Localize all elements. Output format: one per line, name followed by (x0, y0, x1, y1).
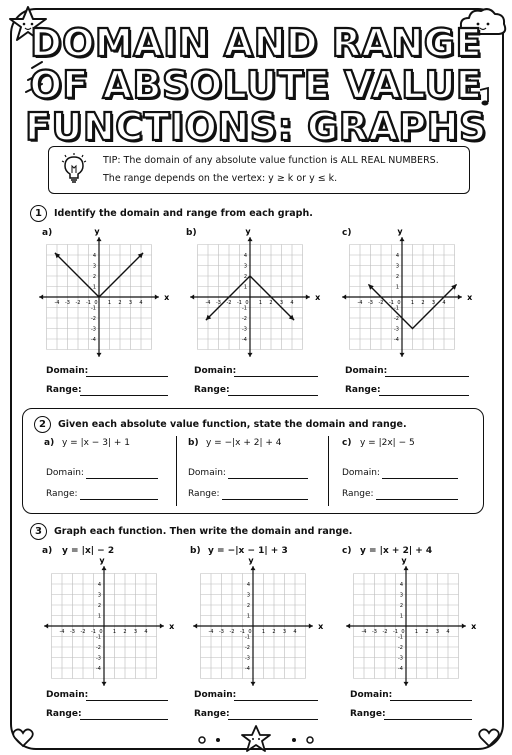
y-tick-label: -4 (398, 666, 403, 672)
range-label-2c: Range: (342, 489, 374, 499)
x-axis-label: x (315, 293, 321, 302)
range-answer-line-3b[interactable] (228, 718, 318, 720)
y-tick-label: 1 (92, 284, 96, 291)
tip-line-2: The range depends on the vertex: y ≥ k or y ≤ k. (103, 173, 338, 184)
item-3c-label: c) (342, 546, 352, 556)
x-tick-label: 4 (139, 300, 143, 306)
x-tick-label: 3 (133, 629, 138, 635)
x-tick-label: 0 (94, 300, 98, 306)
range-answer-line-3a[interactable] (80, 718, 168, 720)
domain-answer-line-3b[interactable] (234, 699, 318, 701)
section-1-instruction: Identify the domain and range from each graph. (54, 208, 313, 219)
x-tick-label: 0 (99, 629, 103, 635)
y-tick-label: 1 (246, 613, 250, 620)
range-answer-line-2c[interactable] (376, 498, 458, 500)
x-tick-label: 2 (421, 300, 425, 306)
y-tick-label: 3 (92, 263, 96, 270)
section-2-instruction: Given each absolute value function, state the domain and range. (58, 419, 407, 430)
x-tick-label: -2 (378, 300, 384, 306)
x-tick-label: 3 (431, 300, 436, 306)
domain-label-3b: Domain: (194, 690, 237, 700)
x-tick-label: -1 (240, 629, 245, 635)
section-2-number: 2 (34, 416, 51, 433)
range-label-1a: Range: (46, 385, 82, 395)
y-tick-label: -4 (245, 666, 250, 672)
x-tick-label: 4 (290, 300, 294, 306)
domain-answer-line-2c[interactable] (382, 477, 458, 479)
x-tick-label: -1 (389, 300, 394, 306)
x-tick-label: 0 (245, 300, 249, 306)
y-axis-label: y (94, 227, 100, 236)
heart-icon (12, 728, 34, 748)
y-tick-label: 4 (246, 582, 250, 588)
graph-b-label: b) (186, 228, 197, 238)
range-answer-line-1b[interactable] (228, 394, 318, 396)
domain-answer-line-2b[interactable] (228, 477, 308, 479)
range-label-3b: Range: (194, 709, 230, 719)
x-tick-label: 2 (425, 629, 429, 635)
x-tick-label: 3 (128, 300, 133, 306)
tip-box (48, 146, 470, 194)
y-tick-label: 1 (243, 284, 247, 291)
x-tick-label: -2 (226, 300, 232, 306)
x-tick-label: -3 (368, 300, 373, 306)
item-2a-label: a) (44, 438, 55, 448)
x-tick-label: 2 (118, 300, 122, 306)
y-tick-label: 1 (97, 613, 101, 620)
x-tick-label: -3 (219, 629, 224, 635)
y-tick-label: -3 (394, 326, 399, 333)
x-tick-label: 0 (401, 629, 405, 635)
domain-label-3a: Domain: (46, 690, 89, 700)
range-label-2a: Range: (46, 489, 78, 499)
y-tick-label: -1 (394, 305, 399, 312)
y-tick-label: -2 (242, 316, 247, 322)
graph-c-label: c) (342, 228, 352, 238)
x-tick-label: 3 (435, 629, 440, 635)
divider (328, 436, 329, 506)
tip-line-1: TIP: The domain of any absolute value function is ALL REAL NUMBERS. (103, 155, 439, 166)
x-tick-label: -2 (80, 629, 86, 635)
y-tick-label: 2 (243, 274, 247, 280)
x-tick-label: 4 (446, 629, 450, 635)
x-tick-label: -4 (54, 300, 60, 306)
domain-label-2a: Domain: (46, 468, 84, 478)
x-tick-label: -3 (65, 300, 70, 306)
y-tick-label: -1 (245, 634, 250, 641)
y-tick-label: 4 (399, 582, 403, 588)
page-title-line-3: FUNCTIONS: GRAPHS (25, 105, 487, 149)
x-axis-label: x (318, 622, 324, 631)
x-tick-label: 2 (123, 629, 127, 635)
y-axis-label: y (99, 556, 105, 565)
x-tick-label: -4 (59, 629, 65, 635)
x-tick-label: -1 (393, 629, 398, 635)
item-2a-equation: y = |x − 3| + 1 (62, 438, 130, 448)
y-tick-label: -4 (96, 666, 101, 672)
x-axis-label: x (164, 293, 170, 302)
x-tick-label: 1 (258, 300, 263, 306)
x-tick-label: -4 (361, 629, 367, 635)
y-tick-label: 4 (395, 253, 399, 259)
y-tick-label: 2 (97, 603, 101, 609)
heart-icon (478, 728, 500, 748)
x-tick-label: -2 (382, 629, 388, 635)
range-label-1b: Range: (194, 385, 230, 395)
y-tick-label: 3 (395, 263, 399, 270)
y-tick-label: 3 (246, 592, 250, 599)
range-answer-line-1c[interactable] (379, 394, 469, 396)
item-2c-label: c) (342, 438, 352, 448)
x-tick-label: -2 (229, 629, 235, 635)
y-axis-label: y (401, 556, 407, 565)
x-axis-label: x (467, 293, 473, 302)
y-tick-label: -3 (245, 655, 250, 662)
domain-answer-line-1c[interactable] (385, 375, 469, 377)
range-answer-line-2a[interactable] (80, 498, 158, 500)
x-tick-label: 1 (410, 300, 415, 306)
domain-answer-line-2a[interactable] (86, 477, 158, 479)
y-tick-label: 3 (97, 592, 101, 599)
item-3b-equation: y = −|x − 1| + 3 (208, 546, 288, 556)
x-tick-label: -4 (205, 300, 211, 306)
y-tick-label: 4 (243, 253, 247, 259)
lightbulb-icon (61, 153, 87, 185)
y-tick-label: -1 (91, 305, 96, 312)
y-tick-label: -2 (91, 316, 96, 322)
x-tick-label: -3 (372, 629, 377, 635)
y-tick-label: -1 (398, 634, 403, 641)
y-tick-label: -2 (96, 645, 101, 651)
y-tick-label: 2 (246, 603, 250, 609)
item-3a-label: a) (42, 546, 53, 556)
item-3a-equation: y = |x| − 2 (62, 546, 115, 556)
y-axis-label: y (397, 227, 403, 236)
range-label-3c: Range: (350, 709, 386, 719)
y-tick-label: -2 (394, 316, 399, 322)
y-tick-label: -4 (91, 337, 96, 343)
x-tick-label: 0 (397, 300, 401, 306)
range-label-2b: Range: (188, 489, 220, 499)
domain-answer-line-3c[interactable] (390, 699, 472, 701)
section-1-number: 1 (30, 205, 47, 222)
domain-answer-line-3a[interactable] (86, 699, 168, 701)
y-tick-label: 3 (399, 592, 403, 599)
x-tick-label: 3 (279, 300, 284, 306)
x-tick-label: 1 (261, 629, 266, 635)
x-tick-label: 3 (282, 629, 287, 635)
y-tick-label: -3 (91, 326, 96, 333)
y-tick-label: -4 (242, 337, 247, 343)
domain-label-1b: Domain: (194, 366, 237, 376)
x-tick-label: -4 (357, 300, 363, 306)
y-tick-label: -3 (242, 326, 247, 333)
section-3-number: 3 (30, 523, 47, 540)
range-label-1c: Range: (345, 385, 381, 395)
y-tick-label: 2 (395, 274, 399, 280)
x-tick-label: -1 (86, 300, 91, 306)
x-tick-label: 1 (112, 629, 117, 635)
section-3-instruction: Graph each function. Then write the domain and range. (54, 526, 353, 537)
domain-label-3c: Domain: (350, 690, 393, 700)
y-tick-label: 4 (92, 253, 96, 259)
y-tick-label: 2 (399, 603, 403, 609)
item-3b-label: b) (190, 546, 201, 556)
page-title-line-2: OF ABSOLUTE VALUE (29, 63, 483, 107)
y-tick-label: -3 (398, 655, 403, 662)
y-tick-label: -3 (96, 655, 101, 662)
y-tick-label: 2 (92, 274, 96, 280)
x-tick-label: -4 (208, 629, 214, 635)
y-tick-label: -2 (245, 645, 250, 651)
range-answer-line-2b[interactable] (222, 498, 308, 500)
y-tick-label: 1 (399, 613, 403, 620)
y-tick-label: 4 (97, 582, 101, 588)
y-axis-label: y (248, 556, 254, 565)
y-tick-label: 3 (243, 263, 247, 270)
y-tick-label: -2 (398, 645, 403, 651)
domain-label-2b: Domain: (188, 468, 226, 478)
x-tick-label: -3 (70, 629, 75, 635)
range-answer-line-1a[interactable] (80, 394, 168, 396)
item-2c-equation: y = |2x| − 5 (360, 438, 415, 448)
x-tick-label: -1 (91, 629, 96, 635)
domain-label-1c: Domain: (345, 366, 388, 376)
x-tick-label: -2 (75, 300, 81, 306)
domain-label-1a: Domain: (46, 366, 89, 376)
domain-answer-line-1b[interactable] (234, 375, 318, 377)
domain-answer-line-1a[interactable] (86, 375, 168, 377)
x-tick-label: 2 (272, 629, 276, 635)
page-title-line-1: DOMAIN AND RANGE (30, 21, 482, 65)
x-tick-label: 2 (269, 300, 273, 306)
range-label-3a: Range: (46, 709, 82, 719)
domain-label-2c: Domain: (342, 468, 380, 478)
item-2b-equation: y = −|x + 2| + 4 (206, 438, 282, 448)
y-axis-label: y (245, 227, 251, 236)
item-3c-equation: y = |x + 2| + 4 (360, 546, 433, 556)
x-tick-label: 4 (144, 629, 148, 635)
range-answer-line-3c[interactable] (384, 718, 472, 720)
y-tick-label: -1 (242, 305, 247, 312)
x-tick-label: -3 (216, 300, 221, 306)
divider (176, 436, 177, 506)
x-tick-label: 4 (293, 629, 297, 635)
x-axis-label: x (471, 622, 477, 631)
x-tick-label: 0 (248, 629, 252, 635)
x-tick-label: 1 (107, 300, 112, 306)
x-axis-label: x (169, 622, 175, 631)
x-tick-label: -1 (237, 300, 242, 306)
bottom-dots-icon (196, 734, 316, 746)
y-tick-label: 1 (395, 284, 399, 291)
graph-a-label: a) (42, 228, 53, 238)
y-tick-label: -1 (96, 634, 101, 641)
x-tick-label: 1 (414, 629, 419, 635)
y-tick-label: -4 (394, 337, 399, 343)
item-2b-label: b) (188, 438, 199, 448)
x-tick-label: 4 (442, 300, 446, 306)
